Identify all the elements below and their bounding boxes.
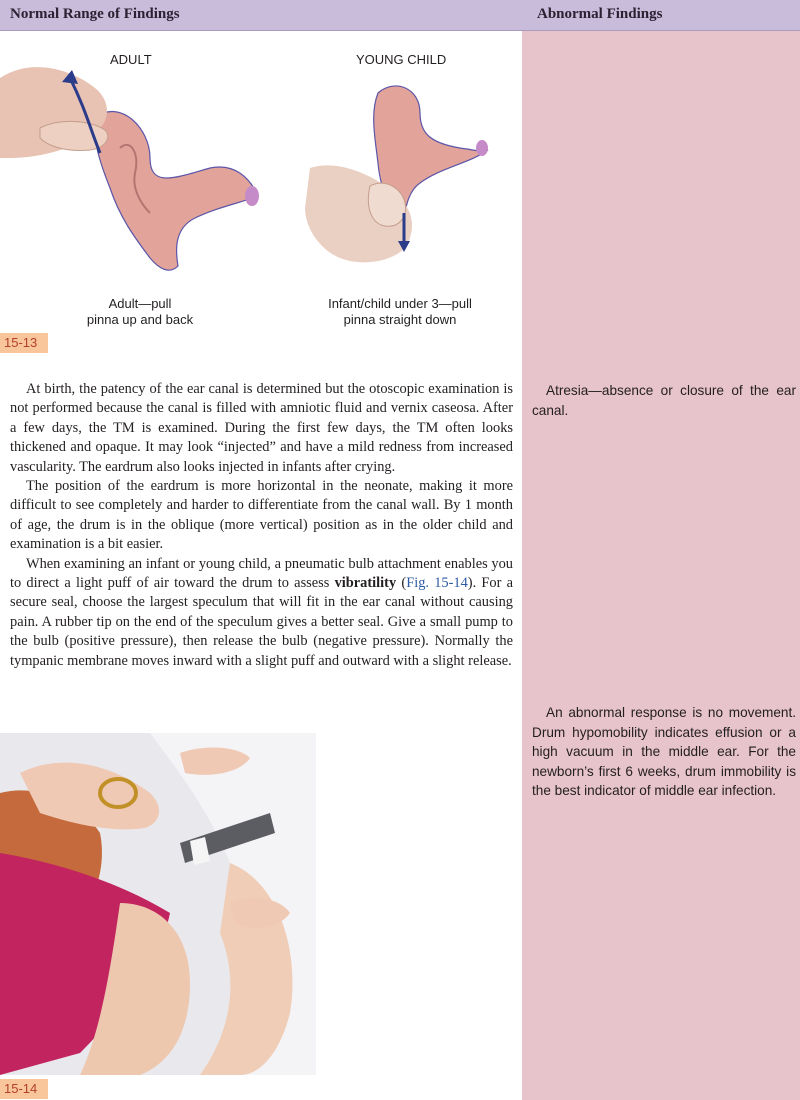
pneumatic-text-b: ). For a secure seal, choose the largest speculum that will fit in the ear canal without causing pain. A rubber tip on the end of the speculum gives a better seal. Give a small pump to the bulb (positive pressure), then release the bulb (negative pressure). Normally the tympanic membrane moves inward with a slight puff and outward with a slight release.	[10, 575, 513, 669]
caption-adult-line-1: Adult—pull	[108, 296, 172, 311]
normal-findings-text	[10, 380, 513, 671]
atresia-text: Atresia—absence or closure of the ear canal.	[532, 383, 796, 418]
vibratility-term: vibratility	[334, 575, 397, 592]
paragraph-birth-patency: At birth, the patency of the ear canal is determined but the otoscopic examination is not performed because the canal is filled with amniotic fluid and vernix caseosa. After a few days, the TM is examined. During the first few days, the TM often looks thickened and opaque. It may look “injected” and have a mild redness from increased vascularity. The eardrum also looks injected in infants after crying.	[10, 381, 513, 475]
abnormal-response	[532, 703, 796, 801]
paragraph-eardrum-position: The position of the eardrum is more horizontal in the neonate, making it more difficult to see completely and harder to differentiate from the canal wall. By 1 month of age, the drum is in the oblique (more vertical) position as in the older child and examination is a bit easier.	[10, 478, 513, 553]
caption-adult-line-2: pinna up and back	[86, 312, 194, 327]
caption-adult	[60, 296, 220, 328]
abnormal-findings-column	[522, 31, 800, 1100]
young-child-label: YOUNG CHILD	[356, 52, 447, 67]
figure-pneumatic-otoscopy-photo	[0, 733, 316, 1075]
column-header-bar	[0, 0, 800, 31]
adult-label: ADULT	[110, 52, 152, 67]
adult-ear-drawing	[0, 67, 259, 270]
figure-number-15-13: 15-13	[0, 333, 48, 353]
child-ear-drawing	[305, 86, 488, 262]
figure-number-15-14: 15-14	[0, 1079, 48, 1099]
pneumatic-text-a: When examining an infant or young child, a pneumatic bulb attachment enables you to direct a light puff of air toward the drum to assess	[10, 555, 513, 592]
caption-child-line-1: Infant/child under 3—pull	[328, 296, 472, 311]
figure-ear-pull-illustration	[0, 38, 515, 338]
abnormal-findings-heading: Abnormal Findings	[537, 6, 663, 22]
ref-open: (	[396, 575, 407, 592]
caption-child-line-2: pinna straight down	[343, 312, 457, 327]
abnormal-response-text: An abnormal response is no movement. Drum hypomobility indicates effusion or a high vacuum in the middle ear. For the newborn’s first 6 weeks, drum immobility is the best indicator of middle ear infection.	[532, 705, 796, 798]
caption-child	[310, 296, 490, 328]
paragraph-pneumatic-bulb	[10, 555, 513, 671]
abnormal-atresia	[532, 381, 796, 420]
figure-reference-link[interactable]: Fig. 15-14	[406, 575, 468, 592]
normal-findings-heading: Normal Range of Findings	[10, 6, 180, 22]
